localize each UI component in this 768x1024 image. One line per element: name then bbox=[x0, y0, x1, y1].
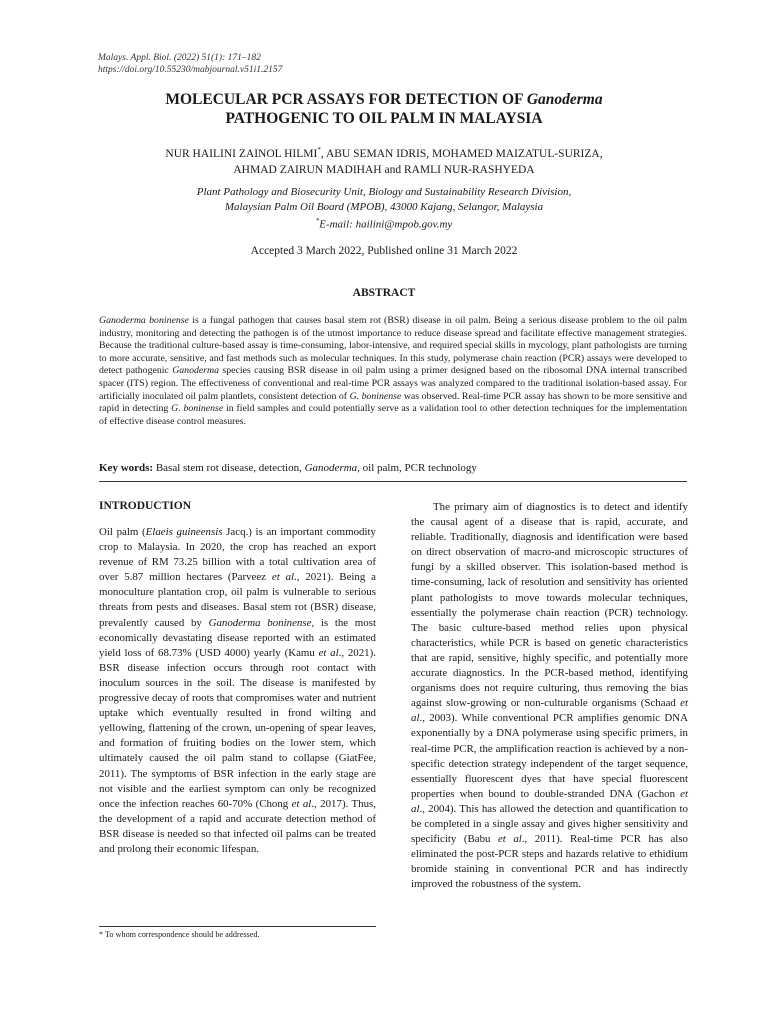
publication-dates: Accepted 3 March 2022, Published online 31 March 2022 bbox=[250, 245, 518, 257]
paper-title bbox=[60, 90, 708, 128]
abstract-text: Ganoderma boninense is a fungal pathogen that causes basal stem rot (BSR) disease in oil palm. Being a serious disease problem to the oil palm industry, monitoring and detecting the pathogen is of the utmost importance to reduce disease spread and facilitate effective management strategies. Because the traditional culture-based assay is time-consuming, labor-intensive, and required special skills in mycology, plant pathologists are turning to more accurate, sensitive, and fast methods such as molecular techniques. In this study, polymerase chain reaction (PCR) assays were developed to detect pathogenic Ganoderma species causing BSR disease in oil palm using a primer designed based on the ribosomal DNA internal transcribed spacer (ITS) region. The effectiveness of conventional and real-time PCR assays was analyzed compared to the traditional isolation-based assay. For artificially inoculated oil palm plantlets, consistent detection of G. boninense was observed. Real-time PCR assay has shown to be more sensitive and rapid in detecting G. boninense in field samples and could potentially serve as a validation tool to other detection techniques for the implementation of effective disease control measures. bbox=[99, 315, 687, 427]
title-line-1: MOLECULAR PCR ASSAYS FOR DETECTION OF Ganoderma bbox=[165, 91, 603, 108]
affiliation-email: *E-mail: hailini@mpob.gov.my bbox=[315, 217, 453, 231]
authors-line-2: AHMAD ZAIRUN MADIHAH and RAMLI NUR-RASHYEDA bbox=[233, 163, 535, 176]
keywords-divider bbox=[99, 481, 687, 482]
intro-paragraph-1: Oil palm (Elaeis guineensis Jacq.) is an important commodity crop to Malaysia. In 2020, the crop has reached an export revenue of RM 73.25 billion with a total cultivation area of over 5.87 million hectares (Parveez et al., 2021). Being a monoculture plantation crop, oil palm is vulnerable to serious threats from pests and diseases. Basal stem rot (BSR) disease, prevalently caused by Ganoderma boninense, is the most economically devastating disease reported with an estimated yield loss of 68.73% (USD 4000) yearly (Kamu et al., 2021). BSR disease infection occurs through root contact with inoculum sources in the soil. The disease is manifested by progressive decay of roots that compromises water and nutrient uptake which eventually resulted in frond wilting and yellowing, flattening of the crown, un-opening of spear leaves, and formation of fruiting bodies on the lower stem, which ultimately caused the oil palm stand to collapse (GiatFee, 2011). The symptoms of BSR infection in the early stage are not visible and the earliest symptom can only be recognized once the infection reaches 60-70% (Chong et al., 2017). Thus, the development of a rapid and accurate detection method of BSR disease is needed so that infected oil palms can be treated and prolong their economic lifespan. bbox=[99, 526, 377, 855]
intro-paragraph-2: The primary aim of diagnostics is to detect and identify the causal agent of a disease that is rapid, accurate, and reliable. Traditionally, diagnosis and identification were based on direct observation of macro-and microscopic structures of fungi by a skilled observer. This isolation-based method is time-consuming, lack of resolution and sensitivity has oriented plant pathologists to move towards molecular techniques, essentially the polymerase chain reaction (PCR) technology. The basic culture-based method relies upon physical characteristics, while PCR is based on genetic characteristics that are rapid, sensitive, highly specific, and potentially more accurate diagnostics. In the PCR-based method, identifying organisms does not require culturing, thus removing the bias against slow-growing or non-culturable organisms (Schaad et al., 2003). While conventional PCR amplifies genomic DNA exponentially by a DNA polymerase using specific primers, in real-time PCR, the amplification reaction is achieved by a non-specific detection strategy independent of the target sequence, essentially fluorescent dyes that have special fluorescent properties when bound to double-stranded DNA (Gachon et al., 2004). This has allowed the detection and quantification to be completed in a single assay and gives higher sensitivity and specificity (Babu et al., 2011). Real-time PCR has also eliminated the post-PCR steps and hazards relative to ethidium bromide staining in conventional PCR and has indirectly improved the robustness of the system. bbox=[411, 501, 689, 891]
footnote: * To whom correspondence should be addressed. bbox=[99, 930, 260, 939]
authors-line-1: NUR HAILINI ZAINOL HILMI*, ABU SEMAN IDRIS, MOHAMED MAIZATUL-SURIZA, bbox=[165, 146, 603, 160]
affiliation-line-2: Malaysian Palm Oil Board (MPOB), 43000 Kajang, Selangor, Malaysia bbox=[224, 200, 544, 213]
abstract-heading: ABSTRACT bbox=[352, 287, 416, 299]
journal-citation: Malays. Appl. Biol. (2022) 51(1): 171–182 bbox=[98, 53, 261, 63]
journal-doi[interactable]: https://doi.org/10.55230/mabjournal.v51i1.2157 bbox=[98, 65, 283, 75]
affiliation bbox=[60, 185, 708, 232]
affiliation-line-1: Plant Pathology and Biosecurity Unit, Biology and Sustainability Research Division, bbox=[196, 186, 572, 198]
journal-reference bbox=[98, 52, 282, 76]
title-genus: Ganoderma bbox=[526, 91, 603, 108]
intro-column-right bbox=[411, 500, 688, 892]
section-heading-introduction: INTRODUCTION bbox=[99, 500, 192, 512]
footnote-divider bbox=[99, 926, 376, 927]
author-list bbox=[60, 142, 708, 178]
title-line-2: PATHOGENIC TO OIL PALM IN MALAYSIA bbox=[225, 110, 543, 127]
intro-column-left bbox=[99, 525, 376, 857]
keywords-label: Key words: bbox=[99, 462, 154, 474]
keywords: Key words: Basal stem rot disease, detection, Ganoderma, oil palm, PCR technology bbox=[99, 462, 477, 474]
corresponding-marker: * bbox=[317, 146, 321, 154]
